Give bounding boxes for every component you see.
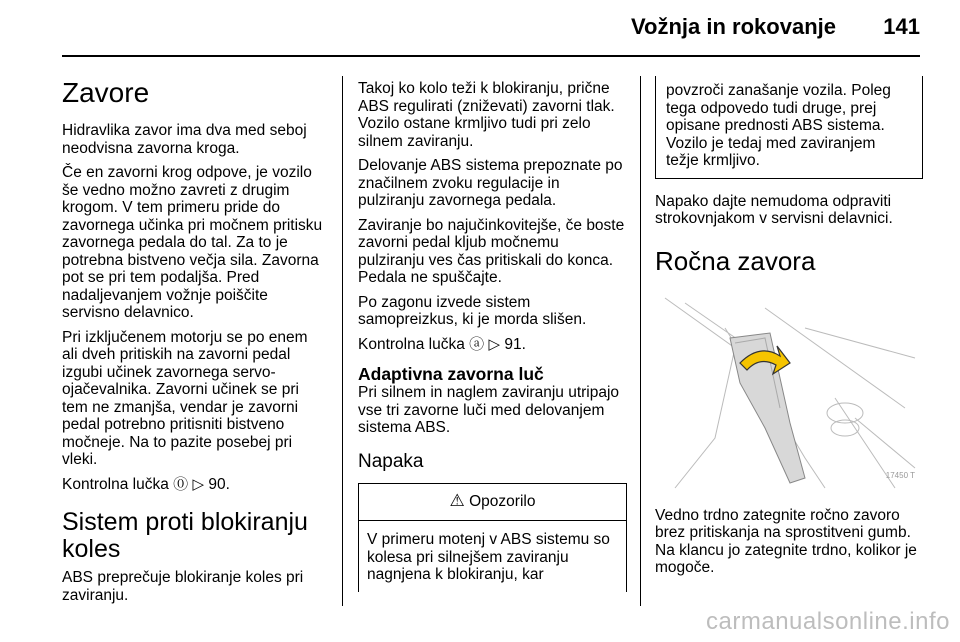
page-reference-icon: ▷ (488, 335, 501, 353)
header-title: Vožnja in rokovanje (631, 14, 836, 39)
warning-header (359, 484, 626, 522)
warning-icon: ⚠ (449, 490, 465, 510)
column-3 (655, 76, 923, 584)
paragraph: Zaviranje bo najučinkovitejše, če boste zavorni pedal kljub močnemu pulziranju ves čas pritiskali do konca. Pedala ne spuščajte. (358, 216, 625, 286)
section-heading: Ročna zavora (655, 245, 816, 276)
paragraph: Napako dajte nemudoma odpraviti strokovnjakom v servisni delavnici. (655, 192, 893, 227)
section-heading: Zavore (62, 77, 150, 108)
paragraph: Po zagonu izvede sistem samopreizkus, ki je morda slišen. (358, 293, 587, 328)
subsection-heading: Napaka (358, 450, 424, 472)
paragraph: Delovanje ABS sistema prepoznate po značilnem zvoku regulacije in pulziranju zavornega pedala. (358, 157, 623, 209)
paragraph: Hidravlika zavor ima dva med seboj neodvisna zavorna kroga. (62, 122, 307, 157)
section-heading: Sistem proti blokiranju koles (62, 508, 308, 563)
handbrake-drawing (655, 288, 921, 493)
page-number: 141 (883, 14, 920, 39)
header-rule (62, 55, 920, 57)
handbrake-illustration (655, 288, 921, 493)
paragraph (62, 476, 327, 494)
warning-title: Opozorilo (469, 492, 536, 510)
text: Kontrolna lučka (358, 335, 465, 353)
paragraph (358, 336, 628, 354)
page-reference-icon: ▷ (192, 475, 205, 493)
paragraph: Pri izključenem motorju se po enem ali dveh pritiskih na zavorni pedal izgubi učinek zavornega servo-ojačevalnika. Zavorni učinek se pri tem ne zmanjša, vendar je zavorni pedal potrebno pritisniti bistveno močneje. Na to pazite posebej pri vleki. (62, 328, 308, 468)
page-reference: 91. (504, 335, 526, 353)
column-divider (342, 76, 343, 606)
warning-box-continued: povzroči zanašanje vozila. Poleg tega odpovedo tudi druge, prej opisane prednosti ABS sistema. Vozilo je tedaj med zaviranjem težje krmljivo. (655, 76, 923, 179)
brake-lamp-icon: ⓪ (173, 475, 189, 493)
figure-label: 17450 T (885, 471, 915, 480)
warning-box (358, 483, 627, 592)
paragraph: Takoj ko kolo teži k blokiranju, prične ABS regulirati (zniževati) zavorni tlak. Vozilo ostane krmljivo tudi pri zelo silnem zaviranju. (358, 80, 615, 150)
paragraph: Pri silnem in naglem zaviranju utripajo vse tri zavorne luči med delovanjem sistema ABS. (358, 384, 620, 436)
column-1 (62, 78, 327, 611)
text: Kontrolna lučka (62, 475, 169, 493)
paragraph: Vedno trdno zategnite ročno zavoro brez pritiskanja na sprostitveni gumb. Na klancu jo zategnite trdno, kolikor je mogoče. (655, 506, 917, 576)
column-2 (358, 80, 628, 592)
page-reference: 90. (208, 475, 230, 493)
paragraph: ABS preprečuje blokiranje koles pri zaviranju. (62, 569, 304, 604)
column-divider (640, 76, 641, 606)
watermark: carmanualsonline.info (706, 608, 950, 635)
warning-text: V primeru motenj v ABS sistemu so kolesa pri silnejšem zaviranju nagnjena k blokiranju, kar (367, 531, 610, 583)
subsection-heading: Adaptivna zavorna luč (358, 364, 544, 384)
abs-lamp-icon: ⓐ (469, 335, 485, 353)
paragraph: Če en zavorni krog odpove, je vozilo še vedno možno zavreti z drugim krogom. V tem primeru pride do zavornega učinka pri močnem pritisku zavornega pedala do tal. Za to je potrebna bistveno večja sila. Zavorna pot se pri tem podaljša. Pred nadaljevanjem vožnje poiščite servisno delavnico. (62, 164, 323, 321)
